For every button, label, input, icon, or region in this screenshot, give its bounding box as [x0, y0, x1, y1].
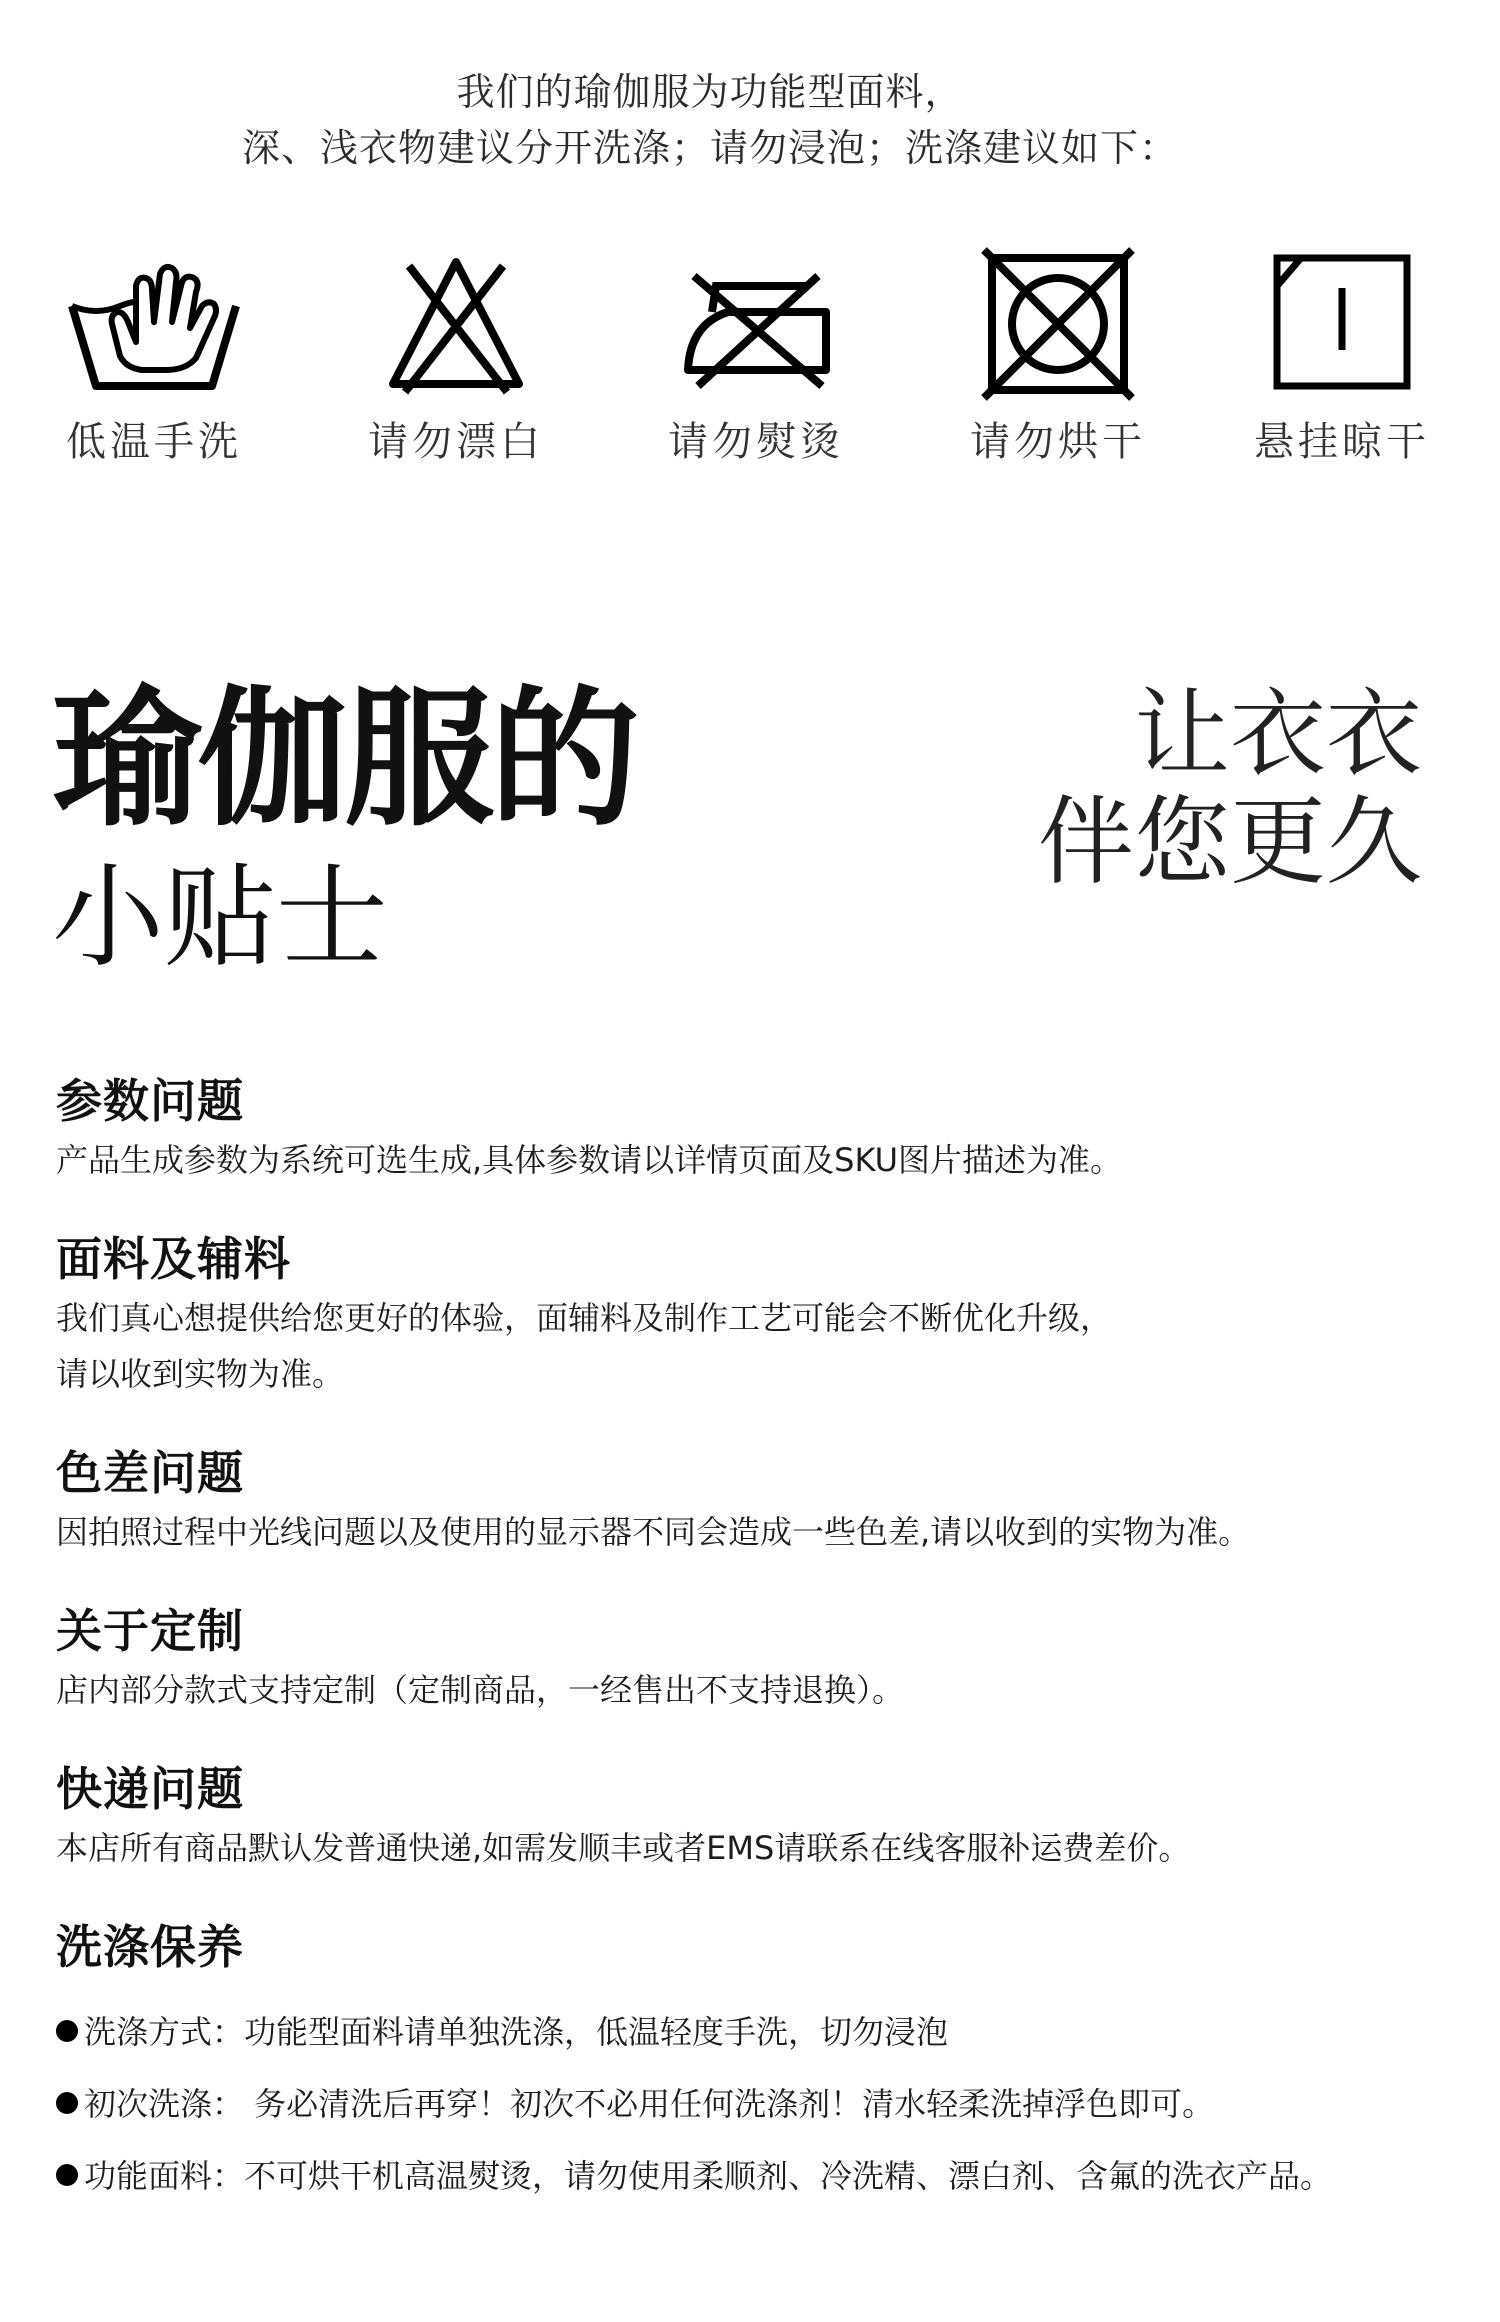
slogan-line-2: 伴您更久 [1038, 786, 1422, 898]
intro-line-2: 深、浅衣物建议分开洗涤；请勿浸泡；洗涤建议如下： [241, 126, 1178, 170]
bullet-text: 功能面料：不可烘干机高温熨烫，请勿使用柔顺剂、冷洗精、漂白剂、含氟的洗衣产品。 [84, 2157, 1333, 2195]
bullet-dot-icon [56, 2020, 78, 2042]
line-dry-icon [1267, 246, 1417, 396]
bullet-text: 洗涤方式：功能型面料请单独洗涤，低温轻度手洗，切勿浸泡 [84, 2013, 949, 2051]
tip-body: 本店所有商品默认发普通快递,如需发顺丰或者EMS请联系在线客服补运费差价。 [56, 1829, 1191, 1867]
tip-body: 店内部分款式支持定制（定制商品，一经售出不支持退换）。 [56, 1671, 905, 1709]
tip-title: 色差问题 [56, 1446, 244, 1500]
care-label: 低温手洗 [66, 419, 242, 465]
do-not-tumble-dry-icon [980, 246, 1136, 402]
tip-body: 请以收到实物为准。 [56, 1355, 345, 1393]
care-label: 请勿熨烫 [668, 419, 844, 465]
care-item-hand-wash [34, 238, 274, 478]
care-item-no-iron [636, 238, 876, 478]
bullet-dot-icon [56, 2164, 78, 2186]
tip-title: 面料及辅料 [56, 1232, 291, 1286]
tip-shipping [56, 1758, 1456, 1876]
slogan-line-1: 让衣衣 [1134, 678, 1422, 790]
list-item [56, 2140, 1456, 2212]
care-label: 请勿烘干 [970, 419, 1146, 465]
tip-color-difference [56, 1442, 1456, 1560]
care-label: 悬挂晾干 [1254, 419, 1430, 465]
page-subtitle: 小贴士 [52, 853, 388, 983]
tip-title: 快递问题 [56, 1762, 244, 1816]
tip-title: 洗涤保养 [56, 1920, 244, 1974]
tip-fabric [56, 1228, 1456, 1402]
bullet-dot-icon [56, 2092, 78, 2114]
page-title: 瑜伽服的 [52, 673, 637, 847]
care-symbols [0, 238, 1500, 478]
care-intro [0, 64, 1420, 176]
slogan [1038, 680, 1422, 896]
tip-body: 我们真心想提供给您更好的体验，面辅料及制作工艺可能会不断优化升级， [56, 1299, 1113, 1337]
bullet-text: 初次洗涤： 务必清洗后再穿！初次不必用任何洗涤剂！清水轻柔洗掉浮色即可。 [84, 2085, 1215, 2123]
care-label: 请勿漂白 [368, 419, 544, 465]
care-item-no-bleach [336, 238, 576, 478]
tip-title: 参数问题 [56, 1074, 244, 1128]
hand-wash-icon [66, 246, 242, 396]
tip-body: 产品生成参数为系统可选生成,具体参数请以详情页面及SKU图片描述为准。 [56, 1141, 1123, 1179]
care-item-no-tumble-dry [938, 238, 1178, 478]
tip-customization [56, 1600, 1456, 1718]
wash-bullets [56, 1996, 1456, 2212]
tip-parameters [56, 1070, 1456, 1188]
do-not-iron-icon [676, 246, 836, 396]
list-item [56, 1996, 1456, 2068]
tips-list [56, 1070, 1456, 2252]
do-not-bleach-icon [381, 246, 531, 396]
tip-body: 因拍照过程中光线问题以及使用的显示器不同会造成一些色差,请以收到的实物为准。 [56, 1513, 1251, 1551]
list-item [56, 2068, 1456, 2140]
tip-washing [56, 1916, 1456, 2212]
tip-title: 关于定制 [56, 1604, 244, 1658]
care-item-line-dry [1222, 238, 1462, 478]
intro-line-1: 我们的瑜伽服为功能型面料， [456, 70, 964, 114]
